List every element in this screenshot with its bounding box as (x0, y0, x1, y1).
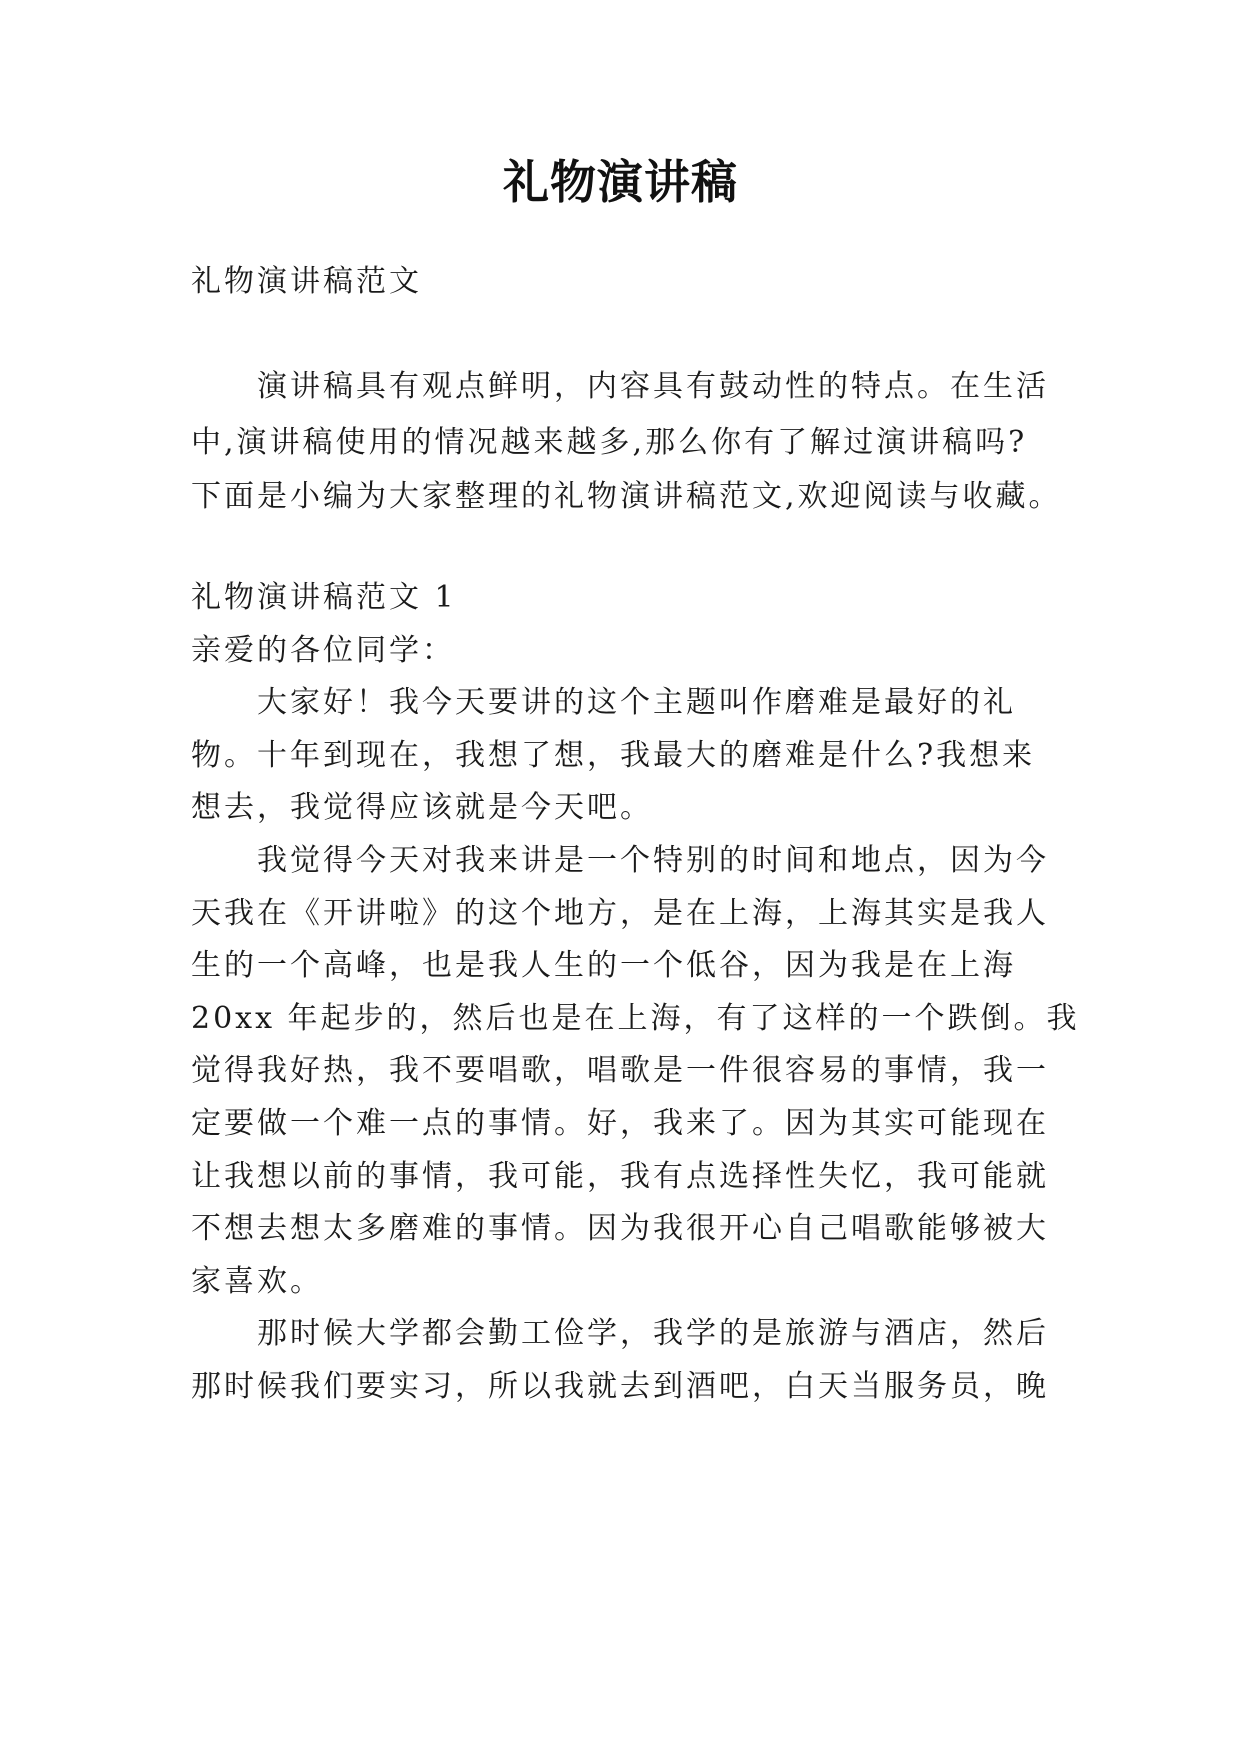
subtitle: 礼物演讲稿范文 (191, 264, 422, 299)
body-line: 想去，我觉得应该就是今天吧。 (191, 790, 653, 825)
document-title: 礼物演讲稿 (503, 155, 738, 209)
body-line: 生的一个高峰，也是我人生的一个低谷，因为我是在上海 (191, 948, 1016, 983)
salutation: 亲爱的各位同学： (191, 633, 455, 668)
intro-line: 下面是小编为大家整理的礼物演讲稿范文,欢迎阅读与收藏。 (191, 479, 1062, 514)
intro-line: 演讲稿具有观点鲜明，内容具有鼓动性的特点。在生活 (257, 369, 1049, 404)
body-line: 那时候大学都会勤工俭学，我学的是旅游与酒店，然后 (257, 1316, 1049, 1351)
body-line: 不想去想太多磨难的事情。因为我很开心自己唱歌能够被大 (191, 1211, 1049, 1246)
body-line: 家喜欢。 (191, 1264, 323, 1299)
body-line: 物。十年到现在，我想了想，我最大的磨难是什么?我想来 (191, 738, 1036, 773)
body-line: 那时候我们要实习，所以我就去到酒吧，白天当服务员，晚 (191, 1369, 1049, 1404)
body-line: 20xx 年起步的，然后也是在上海，有了这样的一个跌倒。我 (191, 1001, 1080, 1036)
body-line: 定要做一个难一点的事情。好，我来了。因为其实可能现在 (191, 1106, 1049, 1141)
section-heading: 礼物演讲稿范文 1 (191, 580, 457, 615)
body-line: 天我在《开讲啦》的这个地方，是在上海，上海其实是我人 (191, 896, 1049, 931)
body-line: 我觉得今天对我来讲是一个特别的时间和地点，因为今 (257, 843, 1049, 878)
body-line: 大家好！我今天要讲的这个主题叫作磨难是最好的礼 (257, 685, 1016, 720)
body-line: 让我想以前的事情，我可能，我有点选择性失忆，我可能就 (191, 1159, 1049, 1194)
body-line: 觉得我好热，我不要唱歌，唱歌是一件很容易的事情，我一 (191, 1053, 1049, 1088)
intro-line: 中,演讲稿使用的情况越来越多,那么你有了解过演讲稿吗? (191, 425, 1028, 460)
